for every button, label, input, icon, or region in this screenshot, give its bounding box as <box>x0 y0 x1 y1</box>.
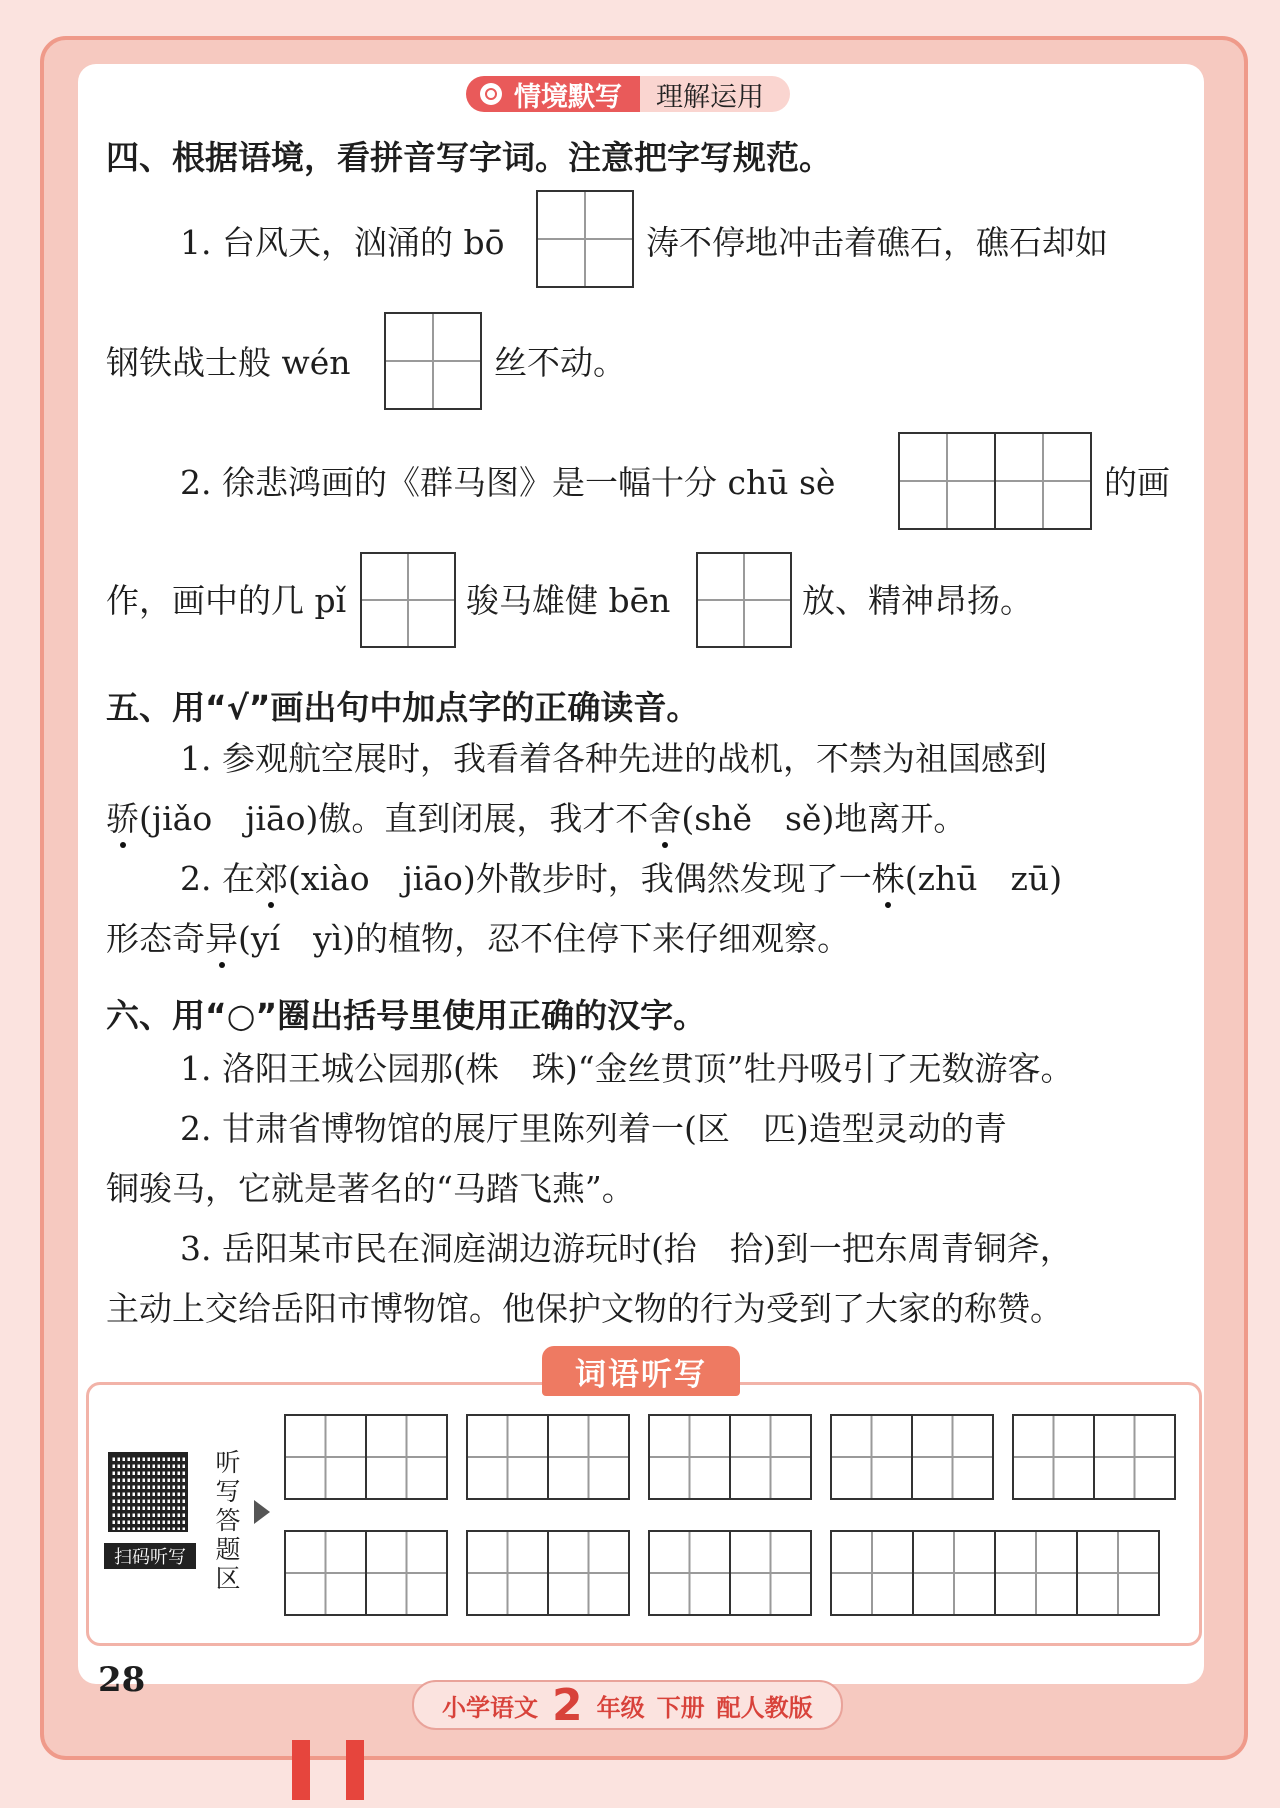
s4-q2-part1: 2. 徐悲鸿画的《群马图》是一幅十分 chū sè <box>180 463 836 502</box>
banner-situational-dictation: 情境默写 <box>466 76 640 112</box>
answer-cell[interactable] <box>900 434 996 528</box>
s5-line4: 形态奇异(yí yì)的植物，忍不住停下来仔细观察。 <box>106 919 851 958</box>
answer-cell[interactable] <box>1095 1416 1174 1498</box>
dictation-title: 词语听写 <box>542 1346 740 1396</box>
dictation-box[interactable] <box>284 1530 448 1616</box>
dictation-box[interactable] <box>466 1414 630 1500</box>
page-number: 28 <box>98 1660 146 1700</box>
dotted-char: 异 <box>205 919 238 958</box>
s6-line3: 铜骏马，它就是著名的“马踏飞燕”。 <box>106 1169 635 1208</box>
answer-cell[interactable] <box>996 1532 1078 1614</box>
s4-q1-part1: 1. 台风天，汹涌的 bō <box>180 223 505 262</box>
answer-cell[interactable] <box>286 1416 367 1498</box>
bookmark-ribbon <box>346 1740 364 1800</box>
answer-cell[interactable] <box>731 1416 810 1498</box>
bookmark-ribbon <box>292 1740 310 1800</box>
dotted-char: 郊 <box>254 859 288 898</box>
answer-cell[interactable] <box>1014 1416 1095 1498</box>
s5-line2: 骄(jiǎo jiāo)傲。直到闭展，我才不舍(shě sě)地离开。 <box>106 799 967 838</box>
section5-title: 五、用“√”画出句中加点字的正确读音。 <box>106 688 700 727</box>
answer-box-chuse[interactable] <box>898 432 1092 530</box>
dictation-box[interactable] <box>648 1530 812 1616</box>
answer-box-ben[interactable] <box>696 552 792 648</box>
section-banner <box>466 74 790 114</box>
s4-q1-part4: 丝不动。 <box>494 343 626 382</box>
answer-cell[interactable] <box>549 1532 628 1614</box>
answer-cell[interactable] <box>913 1416 992 1498</box>
answer-cell[interactable] <box>468 1532 549 1614</box>
qr-code-icon[interactable] <box>108 1452 188 1532</box>
dictation-box[interactable] <box>830 1414 994 1500</box>
dotted-char: 株 <box>871 859 905 898</box>
section4-title: 四、根据语境，看拼音写字词。注意把字写规范。 <box>106 138 832 177</box>
dictation-box-four[interactable] <box>830 1530 1160 1616</box>
s5-line1: 1. 参观航空展时，我看着各种先进的战机，不禁为祖国感到 <box>180 739 1047 778</box>
answer-box-wen[interactable] <box>384 312 482 410</box>
dotted-char: 舍 <box>648 799 682 838</box>
answer-cell[interactable] <box>731 1532 810 1614</box>
s4-q2-part3: 作，画中的几 pǐ <box>106 581 347 620</box>
arrow-right-icon <box>254 1500 270 1524</box>
s4-q2-part5: 放、精神昂扬。 <box>802 581 1033 620</box>
s4-q1-part2: 涛不停地冲击着礁石，礁石却如 <box>646 223 1108 262</box>
answer-cell[interactable] <box>650 1416 731 1498</box>
footer-edition: 小学语文 2 年级 下册 配人教版 <box>412 1680 843 1730</box>
camera-icon <box>480 83 502 105</box>
s4-q2-part4: 骏马雄健 bēn <box>466 581 671 620</box>
dictation-box[interactable] <box>284 1414 448 1500</box>
scan-label: 扫码听写 <box>104 1543 196 1569</box>
s5-line3: 2. 在郊(xiào jiāo)外散步时，我偶然发现了一株(zhū zū) <box>180 859 1063 898</box>
answer-cell[interactable] <box>832 1532 914 1614</box>
s4-q1-part3: 钢铁战士般 wén <box>106 343 351 382</box>
answer-box-bo[interactable] <box>536 190 634 288</box>
s6-line4: 3. 岳阳某市民在洞庭湖边游玩时(抬 拾)到一把东周青铜斧， <box>180 1229 1073 1268</box>
dictation-box[interactable] <box>648 1414 812 1500</box>
s4-q2-part2: 的画 <box>1104 463 1170 502</box>
s6-line5: 主动上交给岳阳市博物馆。他保护文物的行为受到了大家的称赞。 <box>106 1289 1063 1328</box>
s6-line1: 1. 洛阳王城公园那(株 珠)“金丝贯顶”牡丹吸引了无数游客。 <box>180 1049 1074 1088</box>
banner-comprehension: 理解运用 <box>640 76 790 112</box>
answer-cell[interactable] <box>650 1532 731 1614</box>
answer-box-pi[interactable] <box>360 552 456 648</box>
answer-cell[interactable] <box>286 1532 367 1614</box>
dictation-box[interactable] <box>1012 1414 1176 1500</box>
answer-cell[interactable] <box>549 1416 628 1498</box>
dictation-side-label: 听写答题区 <box>215 1448 241 1593</box>
answer-cell[interactable] <box>832 1416 913 1498</box>
answer-cell[interactable] <box>367 1416 446 1498</box>
answer-cell[interactable] <box>1078 1532 1158 1614</box>
section6-title: 六、用“○”圈出括号里使用正确的汉字。 <box>106 996 707 1035</box>
answer-cell[interactable] <box>914 1532 996 1614</box>
answer-cell[interactable] <box>367 1532 446 1614</box>
s6-line2: 2. 甘肃省博物馆的展厅里陈列着一(区 匹)造型灵动的青 <box>180 1109 1007 1148</box>
dotted-char: 骄 <box>106 799 139 838</box>
answer-cell[interactable] <box>468 1416 549 1498</box>
dictation-box[interactable] <box>466 1530 630 1616</box>
answer-cell[interactable] <box>996 434 1090 528</box>
